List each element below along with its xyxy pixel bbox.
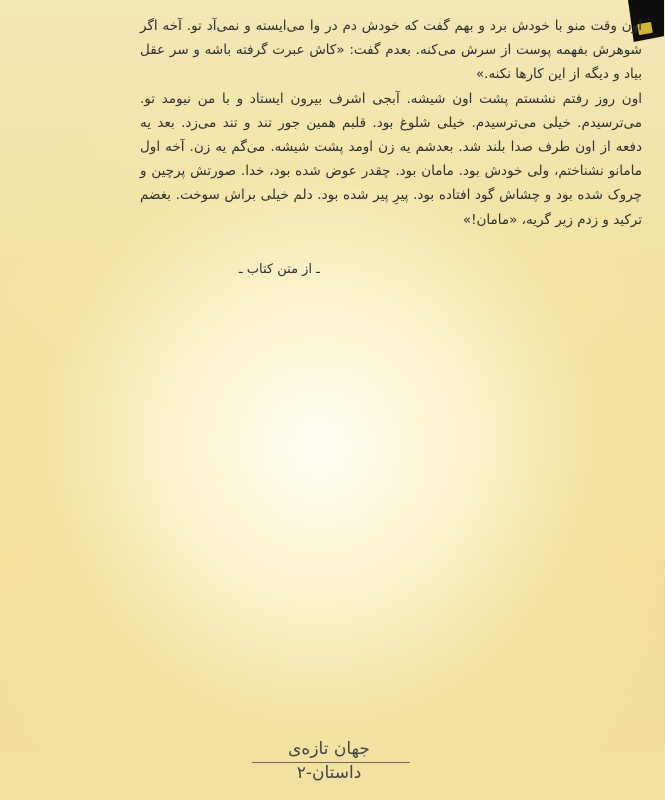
series-title: جهان تازه‌ی داستان-۲: [288, 739, 370, 783]
excerpt-text: [140, 14, 642, 232]
excerpt-paragraph-2: اون روز رفتم نشستم پشت اون شیشه. آبجی اشرف بیرون ایستاد و با من نیومد تو. می‌ترسیدم. خیلی می‌ترسیدم. خیلی شلوغ بود. قلبم همین جور تند و تند می‌زد. بعد یه دفعه از اون طرف صدا بلند شد. بعدشم یه زن اومد پشت شیشه. می‌گم یه زن. آخه اول مامانو نشناختم، ولی خودش بود. مامان بود. چقدر عوض شده بود، خدا. صورتش پرچین و چروک شده بود و چشاش گود افتاده بود. پیرِ پیر شده بود. دلم خیلی براش سوخت. بغضم ترکید و زدم زیر گریه، «مامان!»: [140, 90, 642, 228]
series-title-underline: [252, 762, 410, 763]
source-note: ـ از متن کتاب ـ: [238, 262, 320, 277]
excerpt-paragraph-1: اون وقت منو با خودش برد و بهم گفت که خودش دم در وا می‌ایسته و نمی‌آد تو. آخه اگر شوهرش بفهمه پوست از سرش می‌کنه. بعدم گفت: «کاش عبرت گرفته باشه و سر عقل بیاد و دیگه از این کارها نکنه.»: [140, 18, 642, 83]
